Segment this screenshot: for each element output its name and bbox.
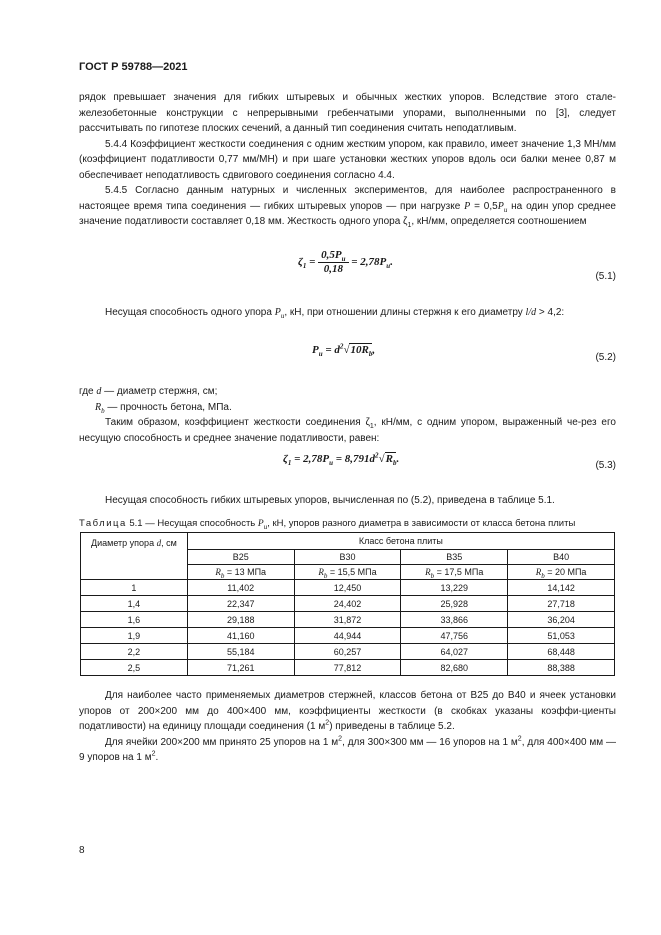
- paragraph-5-4-5: 5.4.5 Согласно данным натурных и численных экспериментов, для наиболее распространенного в настоящее время типа соединения — гибких штыревых упоров — при нагрузке $P = 0,5P_u$ на один упор среднее значение податливости составляет 0,18 мм. Жесткость одного упора $\zeta_1$, кН/мм, определяется соотношением: [79, 185, 616, 229]
- strength-header: $R_b = 13$ МПа: [187, 565, 294, 580]
- strength-header: $R_b = 17,5$ МПа: [401, 565, 508, 580]
- table-row: 1,9 41,160 44,944 47,756 51,053: [81, 628, 615, 644]
- paragraph-5-4-4: 5.4.4 Коэффициент жесткости соединения с одним жестким упором, как правило, имеет значение 1,3 МН/мм (коэффициент податливости 0,77 мм/МН) и при шаге установки жестких упоров вдоль оси балки менее 0,87 м обеспечивает неподатливость сдвигового соединения согласно 4.4.: [79, 138, 616, 181]
- table-row: 2,5 71,261 77,812 82,680 88,388: [81, 660, 615, 676]
- class-header: B30: [294, 550, 401, 565]
- strength-header: $R_b = 20$ МПа: [508, 565, 615, 580]
- page-number: 8: [79, 845, 85, 856]
- table-row: 1,4 22,347 24,402 25,928 27,718: [81, 596, 615, 612]
- formula-5-2: $P_u = d^2√10R_b$,: [312, 342, 376, 359]
- formula-5-3: $\zeta_1 = 2,78P_u = 8,791d^2√R_b$.: [283, 451, 400, 468]
- load-capacity-table: [80, 532, 615, 676]
- class-header: B25: [187, 550, 294, 565]
- paragraph-stiffness: Таким образом, коэффициент жесткости соединения $\zeta_1$, кН/мм, с одним упором, выраженный че-рез его несущую способность и среднее значение податливости, равен:: [79, 417, 616, 444]
- formula-5-3-number: (5.3): [595, 460, 616, 471]
- definition-d: где d — диаметр стержня, см;: [79, 386, 218, 397]
- strength-header: $R_b = 15,5$ МПа: [294, 565, 401, 580]
- body-text-bottom: [79, 688, 616, 766]
- document-header: ГОСТ Р 59788—2021: [79, 61, 188, 73]
- column-group-concrete-class: Класс бетона плиты: [187, 533, 614, 550]
- class-header: B40: [508, 550, 615, 565]
- class-header: B35: [401, 550, 508, 565]
- paragraph-1: рядок превышает значения для гибких штыревых и обычных жестких упоров. Вследствие этого стале-железобетонные конструкции с непрерывными гребенчатыми упорами, выполненными по [3], следует рассчитывать по гипотезе плоских сечений, а данный тип соединения считать неподатливым.: [79, 92, 616, 134]
- table-row: 1,6 29,188 31,872 33,866 36,204: [81, 612, 615, 628]
- table-caption: Таблица 5.1 — Несущая способность $P_u$, кН, упоров разного диаметра в зависимости от класса бетона плиты: [79, 518, 576, 531]
- paragraph-cell-counts: Для ячейки 200×200 мм принято 25 упоров на 1 $м^2$, для 300×300 мм — 16 упоров на 1 $м^2$, для 400×400 мм — 9 упоров на 1 $м^2$.: [79, 735, 617, 763]
- formula-5-1: $\zeta_1$ = $\frac{0,5P_u}{0,18}$ = $2,78P_u$.: [298, 249, 393, 275]
- column-header-diameter: Диаметр упора d, см: [81, 533, 188, 580]
- table-row: 1 11,402 12,450 13,229 14,142: [81, 580, 615, 596]
- formula-5-2-number: (5.2): [595, 352, 616, 363]
- table-row: 2,2 55,184 60,257 64,027 68,448: [81, 644, 615, 660]
- formula-5-1-fraction: $\frac{0,5P_u}{0,18}$: [318, 249, 348, 276]
- paragraph-table-5-2-ref: Для наиболее часто применяемых диаметров стержней, классов бетона от В25 до В40 и ячеек установки упоров от 200×200 мм до 400×400 мм, коэффициенты жесткости (в скобках указаны коэффи-циенты податливости) на единицу площади соединения (1 $м^2$) приведены в таблице 5.2.: [79, 690, 616, 732]
- variable-definitions: [79, 384, 616, 446]
- formula-5-1-number: (5.1): [595, 271, 616, 282]
- definition-rb: $R_b$ — прочность бетона, МПа.: [95, 401, 232, 415]
- body-text-top: [79, 90, 616, 230]
- paragraph-load-capacity: Несущая способность одного упора $P_u$, кН, при отношении длины стержня к его диаметру l/d > 4,2:: [105, 307, 565, 320]
- paragraph-table-ref: Несущая способность гибких штыревых упоров, вычисленная по (5.2), приведена в таблице 5.1.: [105, 495, 555, 506]
